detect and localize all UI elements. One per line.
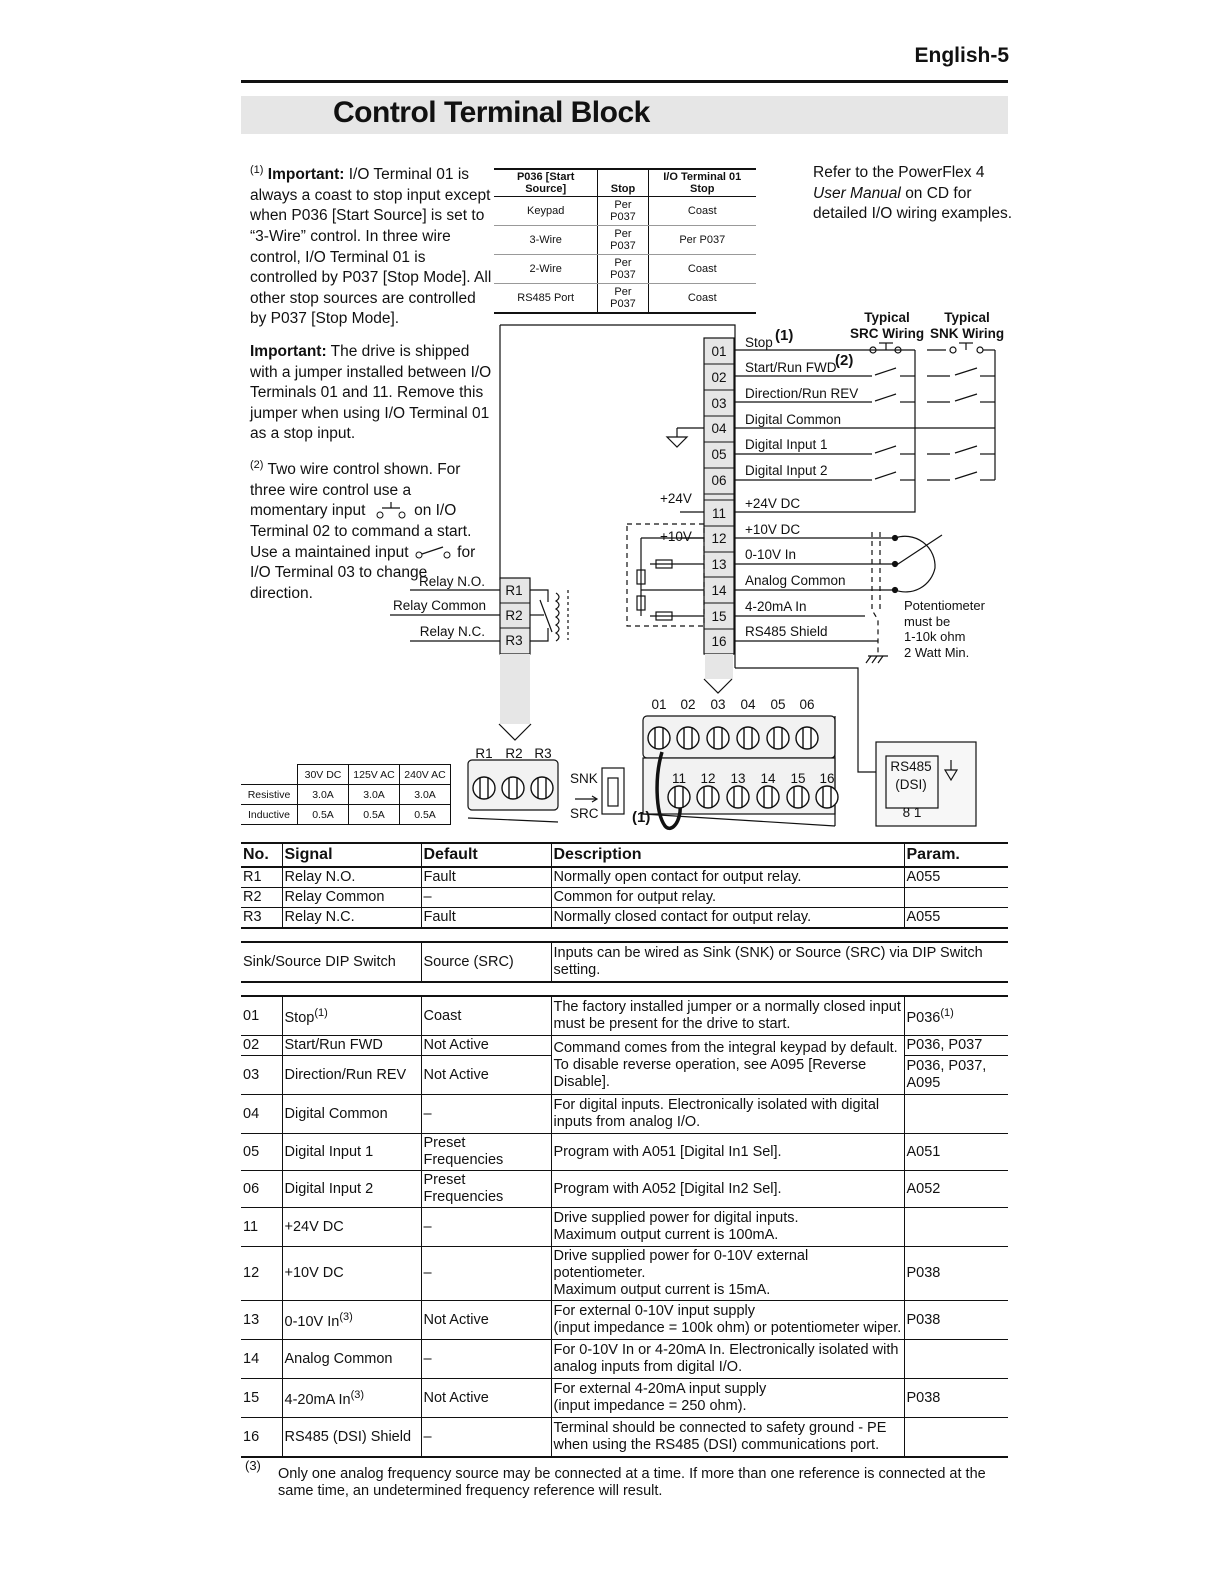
table-row — [241, 888, 1008, 908]
cell: +24V DC — [282, 1208, 421, 1247]
relay-number: R3 — [505, 633, 523, 648]
cell: 15 — [241, 1379, 282, 1418]
note-important-label: Important: — [267, 166, 345, 184]
connector-number: 02 — [680, 697, 696, 712]
connector-number: 01 — [651, 697, 667, 712]
cell: 04 — [241, 1095, 282, 1134]
cell: For digital inputs. Electronically isolated with digital inputs from analog I/O. — [551, 1095, 904, 1134]
cell — [904, 1095, 1008, 1134]
terminal-number: 05 — [711, 447, 727, 462]
terminal-label: Stop — [745, 335, 773, 350]
cell: Sink/Source DIP Switch — [241, 942, 421, 982]
desc-line: For external 4-20mA input supply — [553, 1381, 767, 1397]
connector-number: 03 — [710, 697, 726, 712]
connector-number: 16 — [819, 771, 835, 786]
terminal-label: 0-10V In — [745, 547, 797, 562]
src-header: Typical — [864, 310, 910, 325]
cell: – — [421, 1095, 551, 1134]
cell — [282, 996, 421, 1036]
cell — [904, 1418, 1008, 1458]
cell: Digital Input 2 — [282, 1171, 421, 1208]
terminal-label: Digital Common — [745, 412, 842, 427]
refer-text: detailed I/O wiring examples. — [813, 205, 1013, 223]
connector-number: 15 — [790, 771, 806, 786]
cell: RS485 (DSI) Shield — [282, 1418, 421, 1458]
cell: R3 — [241, 908, 282, 929]
refer-text: Refer to the PowerFlex 4 — [813, 164, 985, 181]
pot-note: 1-10k ohm — [904, 629, 966, 644]
cell: +10V DC — [282, 1247, 421, 1301]
signal-text: Stop — [284, 1009, 315, 1026]
table-row — [241, 942, 1008, 982]
cell: 11 — [241, 1208, 282, 1247]
terminal-number: 03 — [711, 396, 727, 411]
table-row — [241, 785, 451, 805]
note-mark: (2) — [250, 459, 264, 471]
cell: Coast — [648, 197, 756, 226]
param-text: P036 — [906, 1009, 941, 1026]
blank-header — [241, 765, 298, 785]
cell: Coast — [648, 284, 756, 314]
desc-line: Drive supplied power for digital inputs. — [553, 1210, 799, 1226]
note-text: on I/O Terminal 02 to command a start. Use a maintained input — [250, 502, 472, 561]
cell: A055 — [904, 867, 1008, 888]
col-no: No. — [241, 843, 282, 867]
cell: Not Active — [421, 1056, 551, 1095]
desc-line: Maximum output current is 15mA. — [553, 1282, 771, 1298]
terminal-number: 12 — [711, 531, 727, 546]
cell — [282, 1301, 421, 1340]
cell: Normally open contact for output relay. — [551, 867, 904, 888]
cell: 2-Wire — [494, 255, 598, 284]
cell: 0.5A — [349, 805, 400, 825]
terminal-label: +24V DC — [745, 496, 801, 511]
cell: Relay N.O. — [282, 867, 421, 888]
cell: R2 — [241, 888, 282, 908]
row-label: Resistive — [241, 785, 298, 805]
snk-wiring — [927, 343, 995, 480]
table-row — [241, 1379, 1008, 1418]
relay-label: Relay Common — [392, 598, 486, 613]
terminal-number: 04 — [711, 421, 727, 436]
cell — [551, 1247, 904, 1301]
cell: Inputs can be wired as Sink (SNK) or Source (SRC) via DIP Switch setting. — [551, 942, 1008, 982]
cell: 01 — [241, 996, 282, 1036]
footnote-ref: (3) — [339, 1311, 353, 1324]
terminal-number: 16 — [711, 634, 727, 649]
pin-label: 8 1 — [902, 805, 922, 820]
cell — [551, 1379, 904, 1418]
relay-label: Relay N.C. — [419, 624, 485, 639]
cell: P038 — [904, 1379, 1008, 1418]
cell: Not Active — [421, 1379, 551, 1418]
src-header: SRC Wiring — [849, 326, 925, 341]
pot-note: 2 Watt Min. — [904, 645, 970, 660]
relay-number: R1 — [505, 583, 523, 598]
terminal-label: +10V DC — [745, 522, 801, 537]
table-row — [241, 867, 1008, 888]
pot-note: must be — [904, 614, 951, 629]
cell: Coast — [648, 255, 756, 284]
col-default: Default — [421, 843, 551, 867]
cell: Relay N.C. — [282, 908, 421, 929]
cell: 0.5A — [400, 805, 451, 825]
table-row — [241, 1418, 1008, 1458]
cell: Start/Run FWD — [282, 1036, 421, 1056]
terminal-number: 06 — [711, 473, 727, 488]
table-row — [241, 1134, 1008, 1171]
terminal-label: Direction/Run REV — [745, 386, 859, 401]
terminal-label: RS485 Shield — [745, 624, 828, 639]
table-row — [241, 1208, 1008, 1247]
col-stop: Stop — [598, 169, 648, 197]
cell: Terminal should be connected to safety ground - PE when using the RS485 (DSI) communications port. — [551, 1418, 904, 1458]
terminal-label: Digital Input 1 — [745, 437, 828, 452]
cell: P036, P037 — [904, 1036, 1008, 1056]
cell: 14 — [241, 1340, 282, 1379]
cell: – — [421, 1208, 551, 1247]
connector-number: 04 — [740, 697, 756, 712]
snk-label: SNK — [570, 771, 598, 786]
col-signal: Signal — [282, 843, 421, 867]
footnote-mark: (3) — [245, 1458, 261, 1473]
terminal-label: Analog Common — [745, 573, 846, 588]
desc-line: Maximum output current is 100mA. — [553, 1227, 779, 1243]
footnote-ref: (1) — [314, 1007, 328, 1020]
cell: R1 — [241, 867, 282, 888]
cell: Fault — [421, 908, 551, 929]
cell: Per P037 — [598, 255, 648, 284]
cell: 02 — [241, 1036, 282, 1056]
col-terminal-stop: I/O Terminal 01 Stop — [648, 169, 756, 197]
dsi-label: (DSI) — [895, 777, 927, 792]
cell: Preset Frequencies — [421, 1171, 551, 1208]
footnote-text: Only one analog frequency source may be connected at a time. If more than one reference is connected at the same time, an undetermined frequency reference will result. — [278, 1466, 986, 1499]
relay-connector-number: R3 — [534, 746, 552, 761]
refer-text: on CD for — [905, 184, 972, 202]
cell — [551, 1208, 904, 1247]
col-30vdc: 30V DC — [298, 765, 349, 785]
cell: Preset Frequencies — [421, 1134, 551, 1171]
cell: Source (SRC) — [421, 942, 551, 982]
desc-line: (input impedance = 100k ohm) or potentiometer wiper. — [553, 1320, 902, 1336]
cell: Not Active — [421, 1301, 551, 1340]
connector-number: 11 — [671, 771, 687, 786]
footnote-ref: (1) — [940, 1007, 954, 1020]
terminal-description-table — [241, 842, 1008, 1458]
cell: 06 — [241, 1171, 282, 1208]
cell: Keypad — [494, 197, 598, 226]
page-number: English-5 — [914, 44, 1009, 67]
cell: P038 — [904, 1247, 1008, 1301]
terminal-number: 02 — [711, 370, 727, 385]
relay-connector-number: R2 — [505, 746, 523, 761]
col-240vac: 240V AC — [400, 765, 451, 785]
rs485-label: RS485 — [890, 759, 932, 774]
cell: Direction/Run REV — [282, 1056, 421, 1095]
cell — [904, 888, 1008, 908]
note-mark: (1) — [250, 164, 264, 176]
v10-label: +10V — [660, 529, 692, 544]
terminal-number: 11 — [711, 506, 727, 521]
footnote-ref: (3) — [350, 1389, 365, 1402]
cell: – — [421, 1418, 551, 1458]
cell: Program with A052 [Digital In2 Sel]. — [551, 1171, 904, 1208]
cell: Per P037 — [598, 197, 648, 226]
cell: 3.0A — [298, 785, 349, 805]
note-important-label: Important: — [250, 343, 327, 360]
cell: The factory installed jumper or a normally closed input must be present for the drive to start. — [551, 996, 904, 1036]
row-label: Inductive — [241, 805, 298, 825]
table-row — [241, 996, 1008, 1036]
table-row — [241, 1340, 1008, 1379]
relay-rating-table — [241, 764, 451, 825]
cell: Analog Common — [282, 1340, 421, 1379]
signal-text: 4-20mA In — [284, 1391, 351, 1408]
connector-number: 12 — [700, 771, 716, 786]
cell: Program with A051 [Digital In1 Sel]. — [551, 1134, 904, 1171]
cell: Fault — [421, 867, 551, 888]
cell: Command comes from the integral keypad by default. To disable reverse operation, see A095 [Reverse Disable]. — [551, 1036, 904, 1095]
snk-header: SNK Wiring — [929, 326, 1005, 341]
col-description: Description — [551, 843, 904, 867]
cell: RS485 Port — [494, 284, 598, 314]
table-row — [241, 1095, 1008, 1134]
cell: Per P037 — [648, 226, 756, 255]
connector-number: 05 — [770, 697, 786, 712]
desc-line: For external 0-10V input supply — [553, 1303, 755, 1319]
spacer — [241, 982, 1008, 996]
terminal-number: 15 — [711, 609, 727, 624]
table-row — [241, 1036, 1008, 1056]
relay-connector-number: R1 — [475, 746, 493, 761]
cell: Digital Input 1 — [282, 1134, 421, 1171]
cell: 3.0A — [349, 785, 400, 805]
terminal-label: 4-20mA In — [745, 599, 807, 614]
cell: For 0-10V In or 4-20mA In. Electronically isolated with analog inputs from digital I/O. — [551, 1340, 904, 1379]
cell: 13 — [241, 1301, 282, 1340]
terminal-label: Start/Run FWD — [745, 360, 837, 375]
cell — [282, 1379, 421, 1418]
pot-note: Potentiometer — [904, 598, 985, 613]
cell: 0.5A — [298, 805, 349, 825]
cell — [904, 996, 1008, 1036]
cell: Relay Common — [282, 888, 421, 908]
table-row — [241, 1301, 1008, 1340]
table-row — [241, 805, 451, 825]
col-param: Param. — [904, 843, 1008, 867]
note-text: Two wire control shown. For three wire control use a momentary input — [250, 461, 461, 520]
page-title: Control Terminal Block — [333, 96, 650, 129]
terminal-number: 14 — [711, 583, 727, 598]
connector-number: 06 — [799, 697, 815, 712]
signal-text: 0-10V In — [284, 1313, 340, 1330]
cell — [904, 1340, 1008, 1379]
cell: A051 — [904, 1134, 1008, 1171]
jumper-footnote-mark: (1) — [632, 809, 651, 826]
desc-line: (input impedance = 250 ohm). — [553, 1398, 747, 1414]
cell: 03 — [241, 1056, 282, 1095]
cell — [904, 1208, 1008, 1247]
terminal-number: 01 — [711, 344, 727, 359]
col-start-source: P036 [Start Source] — [494, 169, 598, 197]
manual-name: User Manual — [813, 184, 901, 202]
cell: 3-Wire — [494, 226, 598, 255]
connector-number: 13 — [730, 771, 746, 786]
table-row — [241, 908, 1008, 929]
start-footnote-mark: (2) — [835, 352, 854, 369]
col-125vac: 125V AC — [349, 765, 400, 785]
note-text: The drive is shipped with a jumper installed between I/O Terminals 01 and 11. Remove this jumper when using I/O Terminal 01 as a stop input. — [250, 343, 492, 443]
note-text: I/O Terminal 01 is always a coast to stop input except when P036 [Start Source] is set to “3-Wire” control. In three wire control, I/O Terminal 01 is controlled by P037 [Stop Mode]. All other stop sources are controlled by P037 [Stop Mode]. — [250, 166, 492, 328]
relay-label: Relay N.O. — [418, 574, 485, 589]
snk-header: Typical — [944, 310, 990, 325]
desc-line: Drive supplied power for 0-10V external potentiometer. — [553, 1248, 809, 1281]
terminal-label: Digital Input 2 — [745, 463, 828, 478]
cell: Coast — [421, 996, 551, 1036]
cell: Per P037 — [598, 226, 648, 255]
cell: A052 — [904, 1171, 1008, 1208]
cell: Not Active — [421, 1036, 551, 1056]
cell: 12 — [241, 1247, 282, 1301]
cell: – — [421, 888, 551, 908]
cell: A055 — [904, 908, 1008, 929]
cell: – — [421, 1247, 551, 1301]
spacer — [241, 928, 1008, 942]
cell: Digital Common — [282, 1095, 421, 1134]
cell: Normally closed contact for output relay. — [551, 908, 904, 929]
cell: Per P037 — [598, 284, 648, 314]
cell: Common for output relay. — [551, 888, 904, 908]
cell: 16 — [241, 1418, 282, 1458]
stop-footnote-mark: (1) — [775, 327, 794, 344]
v24-label: +24V — [660, 491, 692, 506]
terminal-number: 13 — [711, 557, 727, 572]
src-label: SRC — [570, 806, 599, 821]
connector-number: 14 — [760, 771, 776, 786]
cell — [551, 1301, 904, 1340]
cell: P038 — [904, 1301, 1008, 1340]
relay-number: R2 — [505, 608, 523, 623]
cell: 05 — [241, 1134, 282, 1171]
cell: 3.0A — [400, 785, 451, 805]
cell: – — [421, 1340, 551, 1379]
table-row — [241, 1171, 1008, 1208]
note-text: for I/O Terminal 03 to change direction. — [250, 543, 476, 602]
cell: P036, P037, A095 — [904, 1056, 1008, 1095]
table-row — [241, 1247, 1008, 1301]
